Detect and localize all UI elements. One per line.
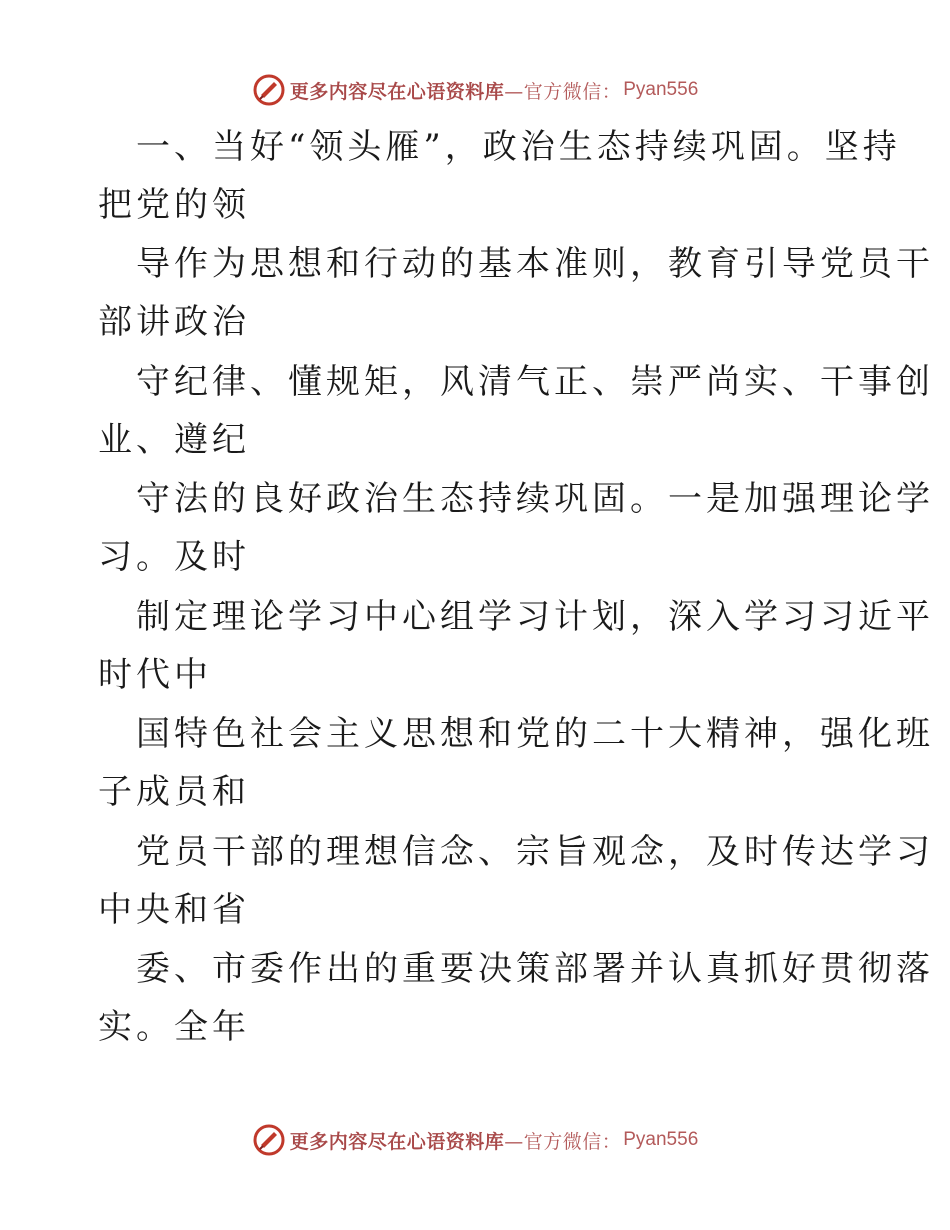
paragraph-line: 国特色社会主义思想和党的二十大精神，强化班: [136, 714, 934, 754]
header-banner: [0, 70, 950, 110]
wechat-id: Pyan556: [623, 79, 699, 100]
paragraph-line: 制定理论学习中心组学习计划，深入学习习近平: [136, 597, 934, 637]
wechat-label: 官方微信：: [523, 1130, 622, 1153]
paragraph-line: 子成员和: [98, 772, 250, 812]
paragraph-line: 把党的领: [98, 185, 250, 225]
wechat-label: 官方微信：: [523, 80, 622, 103]
wechat-id: Pyan556: [623, 1129, 699, 1150]
promo-dash: —: [504, 1130, 524, 1153]
promo-library-name: 更多内容尽在心语资料库: [289, 80, 505, 103]
footer-banner: [0, 1120, 950, 1160]
quill-seal-icon: [252, 73, 286, 107]
promo-dash: —: [504, 80, 524, 103]
paragraph-line: 守纪律、懂规矩，风清气正、崇严尚实、干事创: [136, 362, 934, 402]
promo-library-name: 更多内容尽在心语资料库: [289, 1130, 505, 1153]
paragraph-line: 业、遵纪: [98, 420, 250, 460]
paragraph-line: 导作为思想和行动的基本准则，教育引导党员干: [136, 244, 934, 284]
paragraph-line: 守法的良好政治生态持续巩固。一是加强理论学: [136, 479, 934, 519]
promo-text: [290, 77, 622, 104]
paragraph-line: 委、市委作出的重要决策部署并认真抓好贯彻落: [136, 949, 934, 989]
paragraph-line: 实。全年: [98, 1007, 250, 1047]
paragraph-line: 时代中: [98, 655, 212, 695]
paragraph-line: 中央和省: [98, 890, 250, 930]
quill-seal-icon: [252, 1123, 286, 1157]
paragraph-line: 党员干部的理想信念、宗旨观念，及时传达学习: [136, 832, 934, 872]
paragraph-line: 部讲政治: [98, 302, 250, 342]
paragraph-line: 习。及时: [98, 537, 250, 577]
promo-text: [290, 1127, 622, 1154]
paragraph-line: 一、当好“领头雁”，政治生态持续巩固。坚持: [136, 127, 901, 167]
